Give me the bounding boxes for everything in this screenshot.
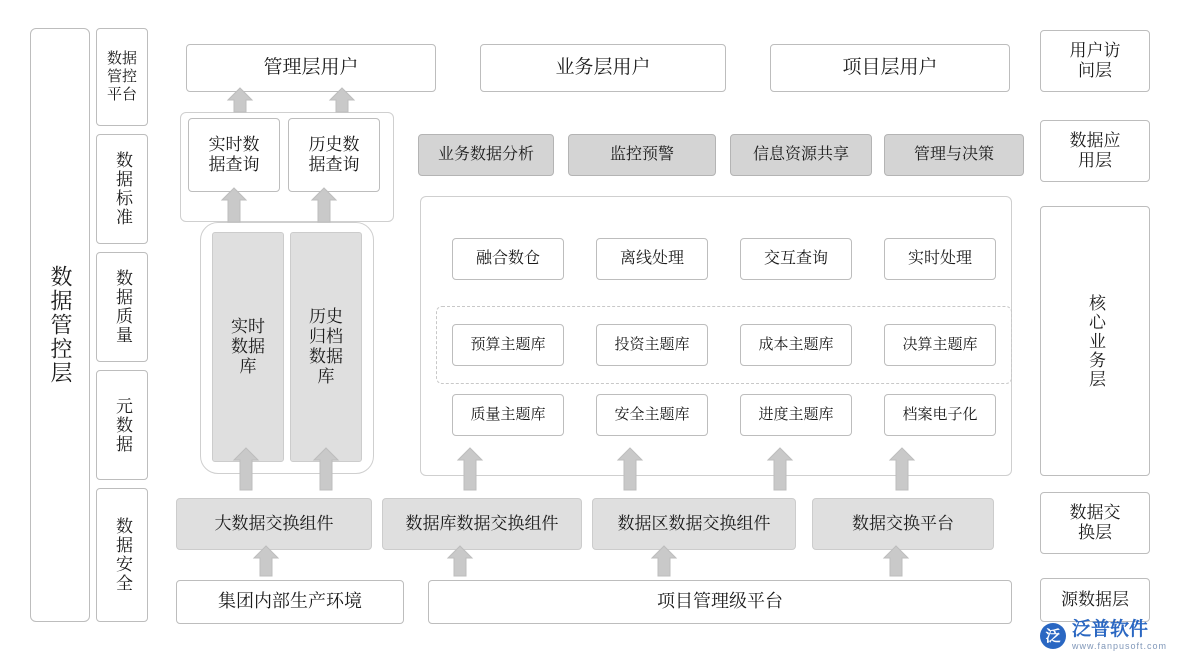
process-box-interactive[interactable] — [740, 238, 852, 280]
exchange-label-bigdata: 大数据交换组件 — [214, 513, 334, 533]
left-col-label-platform: 数据管控平台 — [106, 50, 137, 103]
process-label-realtime: 实时处理 — [907, 249, 972, 267]
right-layer-label-core-business: 核心业务层 — [1086, 293, 1106, 389]
watermark-url: www.fanpusoft.com — [1072, 641, 1168, 651]
left-col-item-security[interactable] — [96, 488, 148, 622]
right-layer-user-access — [1040, 30, 1150, 92]
exchange-label-platform: 数据交换平台 — [852, 513, 954, 533]
app-box-decision[interactable] — [884, 134, 1024, 176]
app-label-monitoring: 监控预警 — [609, 145, 674, 163]
database-box-realtime[interactable] — [212, 232, 284, 462]
right-layer-label-data-app: 数据应用层 — [1069, 130, 1121, 170]
right-layer-exchange — [1040, 492, 1150, 554]
theme-box-safety[interactable] — [596, 394, 708, 436]
query-box-realtime[interactable] — [188, 118, 280, 192]
database-label-history: 历史归档数据库 — [309, 306, 343, 387]
source-box-internal[interactable] — [176, 580, 404, 624]
theme-label-cost: 成本主题库 — [758, 336, 834, 354]
exchange-label-database: 数据库数据交换组件 — [405, 513, 559, 533]
left-col-label-quality: 数据质量 — [113, 269, 133, 345]
exchange-label-zone: 数据区数据交换组件 — [617, 513, 771, 533]
right-layer-data-app — [1040, 120, 1150, 182]
query-label-realtime: 实时数据查询 — [208, 134, 260, 174]
theme-label-settlement: 决算主题库 — [902, 336, 978, 354]
theme-box-investment[interactable] — [596, 324, 708, 366]
source-label-internal: 集团内部生产环境 — [218, 591, 362, 612]
left-col-label-standard: 数据标准 — [113, 151, 133, 227]
app-box-monitoring[interactable] — [568, 134, 716, 176]
theme-label-budget: 预算主题库 — [470, 336, 546, 354]
query-box-history[interactable] — [288, 118, 380, 192]
source-label-project-platform: 项目管理级平台 — [657, 591, 783, 612]
process-label-interactive: 交互查询 — [763, 249, 828, 267]
right-layer-label-user-access: 用户访问层 — [1069, 40, 1121, 80]
left-col-item-standard[interactable] — [96, 134, 148, 244]
left-col-item-quality[interactable] — [96, 252, 148, 362]
watermark-logo-icon: 泛 — [1040, 623, 1066, 649]
theme-box-quality[interactable] — [452, 394, 564, 436]
right-layer-label-source: 源数据层 — [1061, 589, 1129, 609]
left-col-item-metadata[interactable] — [96, 370, 148, 480]
theme-label-investment: 投资主题库 — [614, 336, 690, 354]
exchange-box-zone[interactable] — [592, 498, 796, 550]
user-label-business: 业务层用户 — [555, 56, 651, 78]
theme-label-quality: 质量主题库 — [470, 406, 546, 424]
exchange-box-bigdata[interactable] — [176, 498, 372, 550]
database-box-history[interactable] — [290, 232, 362, 462]
theme-box-cost[interactable] — [740, 324, 852, 366]
left-outer-label: 数据管控层 — [47, 265, 73, 385]
process-box-offline[interactable] — [596, 238, 708, 280]
left-col-item-platform[interactable] — [96, 28, 148, 126]
left-outer-frame — [30, 28, 90, 622]
process-box-warehouse[interactable] — [452, 238, 564, 280]
theme-box-budget[interactable] — [452, 324, 564, 366]
user-box-management[interactable] — [186, 44, 436, 92]
theme-box-settlement[interactable] — [884, 324, 996, 366]
process-label-warehouse: 融合数仓 — [475, 249, 540, 267]
right-layer-core-business — [1040, 206, 1150, 476]
app-box-analysis[interactable] — [418, 134, 554, 176]
database-label-realtime: 实时数据库 — [231, 316, 265, 377]
left-col-label-metadata: 元数据 — [113, 396, 133, 454]
theme-box-progress[interactable] — [740, 394, 852, 436]
app-label-sharing: 信息资源共享 — [752, 145, 849, 163]
theme-box-archive[interactable] — [884, 394, 996, 436]
process-label-offline: 离线处理 — [619, 249, 684, 267]
theme-label-safety: 安全主题库 — [614, 406, 690, 424]
query-label-history: 历史数据查询 — [308, 134, 360, 174]
app-box-sharing[interactable] — [730, 134, 872, 176]
app-label-decision: 管理与决策 — [913, 145, 994, 163]
left-col-label-security: 数据安全 — [113, 517, 133, 593]
watermark-brand: 泛普软件 — [1072, 619, 1149, 640]
exchange-box-platform[interactable] — [812, 498, 994, 550]
user-label-management: 管理层用户 — [263, 56, 359, 78]
user-box-project[interactable] — [770, 44, 1010, 92]
exchange-box-database[interactable] — [382, 498, 582, 550]
source-box-project-platform[interactable] — [428, 580, 1012, 624]
right-layer-source — [1040, 578, 1150, 622]
app-label-analysis: 业务数据分析 — [437, 145, 534, 163]
user-box-business[interactable] — [480, 44, 726, 92]
user-label-project: 项目层用户 — [842, 56, 938, 78]
theme-label-archive: 档案电子化 — [902, 406, 978, 424]
process-box-realtime[interactable] — [884, 238, 996, 280]
theme-label-progress: 进度主题库 — [758, 406, 834, 424]
right-layer-label-exchange: 数据交换层 — [1069, 502, 1121, 542]
watermark — [1040, 620, 1167, 651]
